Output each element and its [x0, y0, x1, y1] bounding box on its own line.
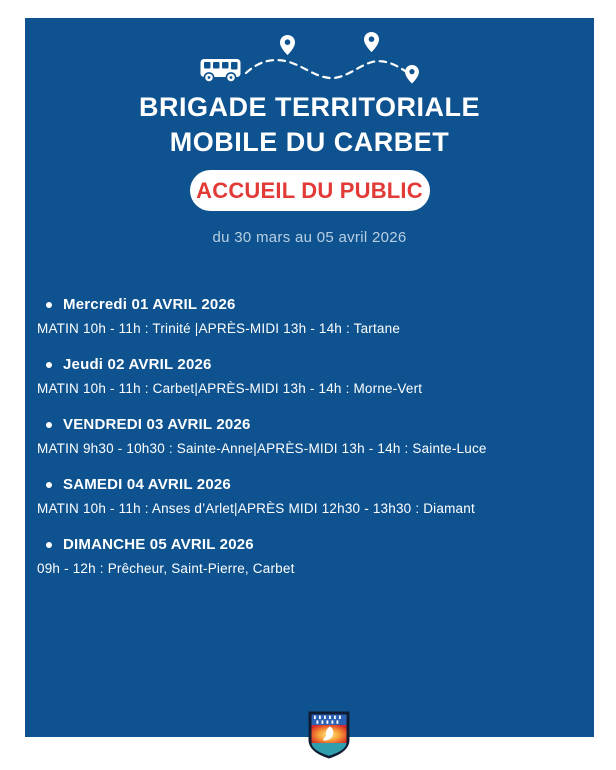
map-pin-icon: [405, 65, 419, 84]
accueil-badge: [190, 170, 430, 211]
schedule-day-label: Mercredi 01 AVRIL 2026: [63, 296, 236, 313]
map-pin-icon: [364, 32, 379, 52]
commune-crest-icon: [306, 710, 352, 760]
dashed-route-path: [246, 60, 405, 78]
schedule-detail: MATIN 9h30 - 10h30 : Sainte-Anne|APRÈS-MIDI 13h - 14h : Sainte-Luce: [37, 441, 487, 456]
schedule-item: [37, 295, 585, 339]
schedule-item: [37, 355, 585, 399]
page-title-line1: BRIGADE TERRITORIALE: [138, 92, 480, 122]
schedule-day: [37, 415, 585, 435]
schedule-day: [37, 535, 585, 555]
schedule-detail: MATIN 10h - 11h : Trinité |APRÈS-MIDI 13h - 14h : Tartane: [37, 321, 401, 336]
bus-icon: [200, 59, 240, 82]
page-title: [25, 90, 594, 160]
schedule-item: [37, 475, 585, 519]
bullet-icon: [46, 542, 52, 548]
schedule-detail: MATIN 10h - 11h : Anses d’Arlet|APRÈS MIDI 12h30 - 13h30 : Diamant: [37, 501, 475, 516]
schedule-day-label: VENDREDI 03 AVRIL 2026: [63, 416, 251, 433]
schedule-item: [37, 535, 585, 579]
schedule-day: [37, 475, 585, 495]
schedule-item: [37, 415, 585, 459]
blue-panel: [25, 18, 594, 737]
bullet-icon: [46, 482, 52, 488]
schedule-list: [37, 295, 585, 595]
bullet-icon: [46, 302, 52, 308]
schedule-day: [37, 355, 585, 375]
date-range: du 30 mars au 05 avril 2026: [212, 229, 407, 246]
schedule-day-label: DIMANCHE 05 AVRIL 2026: [63, 536, 254, 553]
bullet-icon: [46, 422, 52, 428]
schedule-day: [37, 295, 585, 315]
schedule-day-label: Jeudi 02 AVRIL 2026: [63, 356, 212, 373]
schedule-detail: MATIN 10h - 11h : Carbet|APRÈS-MIDI 13h - 14h : Morne-Vert: [37, 381, 423, 396]
page-title-line2: MOBILE DU CARBET: [169, 127, 450, 157]
map-pin-icon: [280, 35, 295, 55]
schedule-day-label: SAMEDI 04 AVRIL 2026: [63, 476, 231, 493]
schedule-detail: 09h - 12h : Prêcheur, Saint-Pierre, Carbet: [37, 561, 295, 576]
accueil-badge-label: ACCUEIL DU PUBLIC: [196, 177, 423, 203]
bullet-icon: [46, 362, 52, 368]
route-illustration: [200, 32, 420, 84]
